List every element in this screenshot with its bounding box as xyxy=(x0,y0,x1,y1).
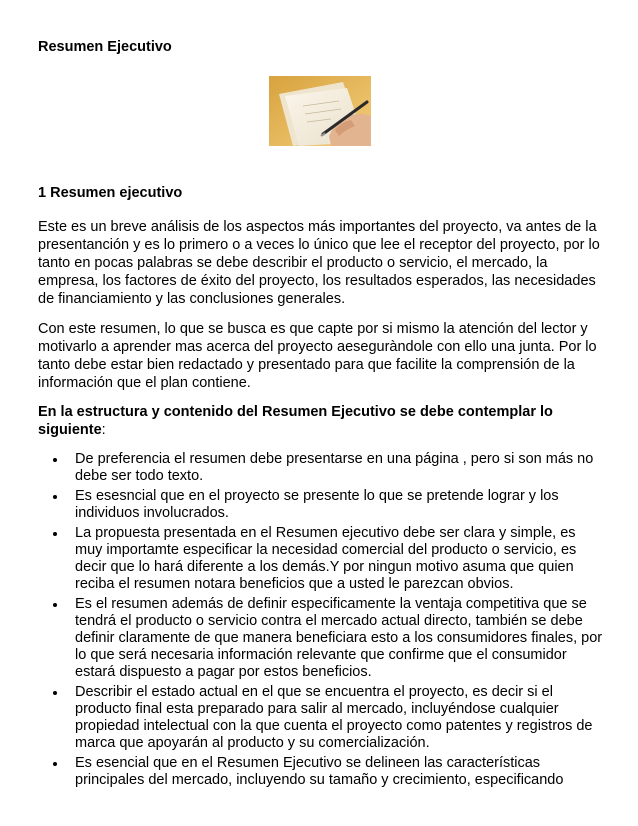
list-item-text: De preferencia el resumen debe presentarse en una página , pero si son más no debe ser todo texto. xyxy=(75,451,594,484)
list-item xyxy=(38,451,604,485)
bullet-icon xyxy=(53,495,57,499)
requirements-list xyxy=(38,451,604,792)
list-item xyxy=(38,596,604,681)
list-item-text: Es esesncial que en el proyecto se presente lo que se pretende lograr y los individuos involucrados. xyxy=(75,488,559,521)
document-title: Resumen Ejecutivo xyxy=(38,39,172,55)
list-item xyxy=(38,684,604,752)
bullet-icon xyxy=(53,458,57,462)
bullet-icon xyxy=(53,603,57,607)
structure-lead-bold: En la estructura y contenido del Resumen Ejecutivo se debe contemplar lo siguiente xyxy=(38,404,553,438)
list-item xyxy=(38,525,604,593)
writing-hand-image xyxy=(269,76,371,146)
list-item-text: Describir el estado actual en el que se encuentra el proyecto, es decir si el producto final esta preparado para salir al mercado, incluyéndose cualquier propiedad intelectual con la que cuenta el proyecto como patentes y registros de marca que apoyarán al producto y su comercialización. xyxy=(75,684,593,751)
structure-lead xyxy=(38,403,604,439)
list-item-text: Es esencial que en el Resumen Ejecutivo se delineen las características principales del mercado, incluyendo su tamaño y crecimiento, especificando xyxy=(75,755,564,788)
purpose-paragraph: Con este resumen, lo que se busca es que capte por si mismo la atención del lector y motivarlo a aprender mas acerca del proyecto aeseguràndole con ello una junta. Por lo tanto debe estar bien redactado y presentado para que facilite la comprensión de la información que el plan contiene. xyxy=(38,321,597,391)
bullet-icon xyxy=(53,691,57,695)
list-item-text: La propuesta presentada en el Resumen ejecutivo debe ser clara y simple, es muy importamte especificar la necesidad comercial del producto o servicio, es decir que lo hará diferente a los demás.Y por ningun motivo asuma que quien reciba el resumen notara beneficios que a usted le parezcan obvios. xyxy=(75,525,577,592)
intro-paragraph: Este es un breve análisis de los aspectos más importantes del proyecto, va antes de la presentanción y es lo primero o a veces lo único que lee el receptor del proyecto, por lo tanto en pocas palabras se debe describir el producto o servicio, el mercado, la empresa, los factores de éxito del proyecto, los resultados esperados, las necesidades de financiamiento y las conclusiones generales. xyxy=(38,219,600,307)
list-item-text: Es el resumen además de definir especificamente la ventaja competitiva que se tendrá el producto o servicio contra el mercado actual directo, también se debe definir claramente de que manera beneficiara esto a los consumidores finales, por lo que será necesaria información relevante que confirme que el consumidor estará dispuesto a pagar por estos beneficios. xyxy=(75,596,603,680)
section-heading: 1 Resumen ejecutivo xyxy=(38,185,183,201)
bullet-icon xyxy=(53,532,57,536)
structure-lead-colon: : xyxy=(101,422,106,438)
bullet-icon xyxy=(53,762,57,766)
list-item xyxy=(38,755,604,789)
list-item xyxy=(38,488,604,522)
